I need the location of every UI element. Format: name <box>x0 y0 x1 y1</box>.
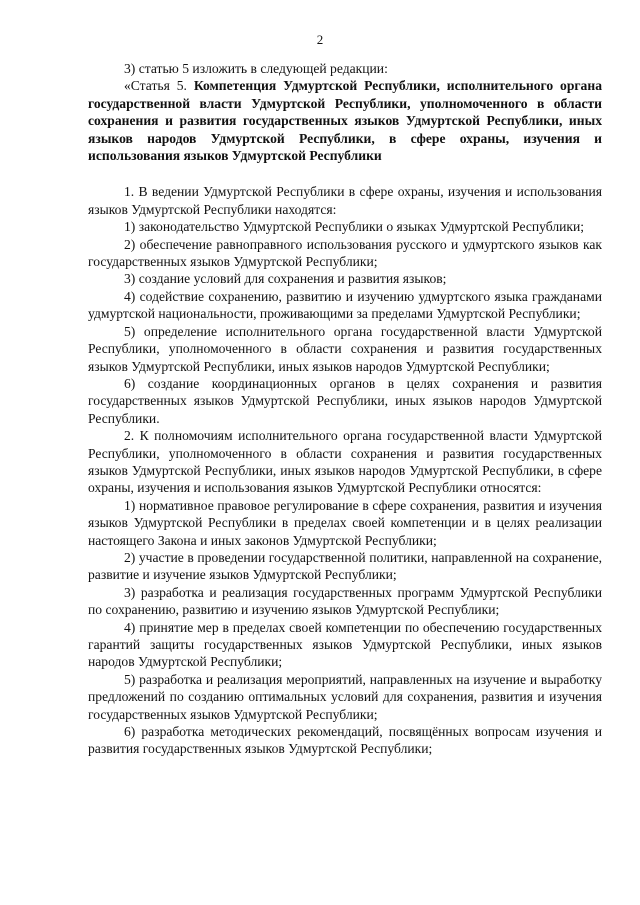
paragraph: 6) разработка методических рекомендаций, посвящённых вопросам изучения и развития государственных языков Удмуртской Республики; <box>88 724 602 757</box>
article-heading <box>88 77 602 164</box>
document-body <box>88 60 602 758</box>
paragraph: 6) создание координационных органов в целях сохранения и развития государственных языков Удмуртской Республики, иных языков народов Удмуртской Республики. <box>88 375 602 426</box>
paragraph: 3) разработка и реализация государственных программ Удмуртской Республики по сохранению, развитию и изучению языков Удмуртской Республики; <box>88 584 602 618</box>
paragraph: 2. К полномочиям исполнительного органа государственной власти Удмуртской Республики, уполномоченного в области сохранения и развития государственных языков Удмуртской Республики, иных языков народов Удмуртской Республики, в сфере охраны, изучения и использования языков Удмуртской Республики относятся: <box>88 428 602 496</box>
paragraph: 1. В ведении Удмуртской Республики в сфере охраны, изучения и использования языков Удмуртской Республики находятся: <box>88 184 602 217</box>
paragraph: 1) законодательство Удмуртской Республики о языках Удмуртской Республики; <box>124 219 585 235</box>
article-title: Компетенция Удмуртской Республики, исполнительного органа государственной власти Удмуртской Республики, уполномоченного в области сохранения и развития государственных языков Удмуртской Республики, иных языков народов Удмуртской Республики, в сфере охраны, изучения и использования языков Удмуртской Республики <box>88 78 602 164</box>
paragraph: 1) нормативное правовое регулирование в сфере сохранения, развития и изучения языков Удмуртской Республики в пределах своей компетенции и в целях реализации настоящего Закона и иных законов Удмуртской Республики; <box>88 497 602 548</box>
amendment-intro: 3) статью 5 изложить в следующей редакции: <box>124 61 388 76</box>
paragraph: 4) принятие мер в пределах своей компетенции по обеспечению государственных гарантий защиты государственных языков Удмуртской Республики, иных языков народов Удмуртской Республики; <box>88 619 602 670</box>
paragraph: 2) обеспечение равноправного использования русского и удмуртского языков как государственных языков Удмуртской Республики; <box>88 236 602 270</box>
paragraph: 3) создание условий для сохранения и развития языков; <box>124 271 447 287</box>
paragraph: 4) содействие сохранению, развитию и изучению удмуртского языка гражданами удмуртской национальности, проживающими за пределами Удмуртской Республики; <box>88 288 602 322</box>
paragraph: 5) разработка и реализация мероприятий, направленных на изучение и выработку предложений по созданию оптимальных условий для сохранения, развития и изучения государственных языков Удмуртской Республики; <box>88 671 602 722</box>
paragraph: 5) определение исполнительного органа государственной власти Удмуртской Республики, уполномоченного в области сохранения и развития государственных языков Удмуртской Республики, иных языков народов Удмуртской Республики; <box>88 323 602 374</box>
article-prefix: «Статья 5. <box>124 78 187 94</box>
page-number: 2 <box>316 32 324 47</box>
section-gap <box>88 164 602 183</box>
paragraph: 2) участие в проведении государственной политики, направленной на сохранение, развитие и изучение языков Удмуртской Республики; <box>88 549 602 583</box>
